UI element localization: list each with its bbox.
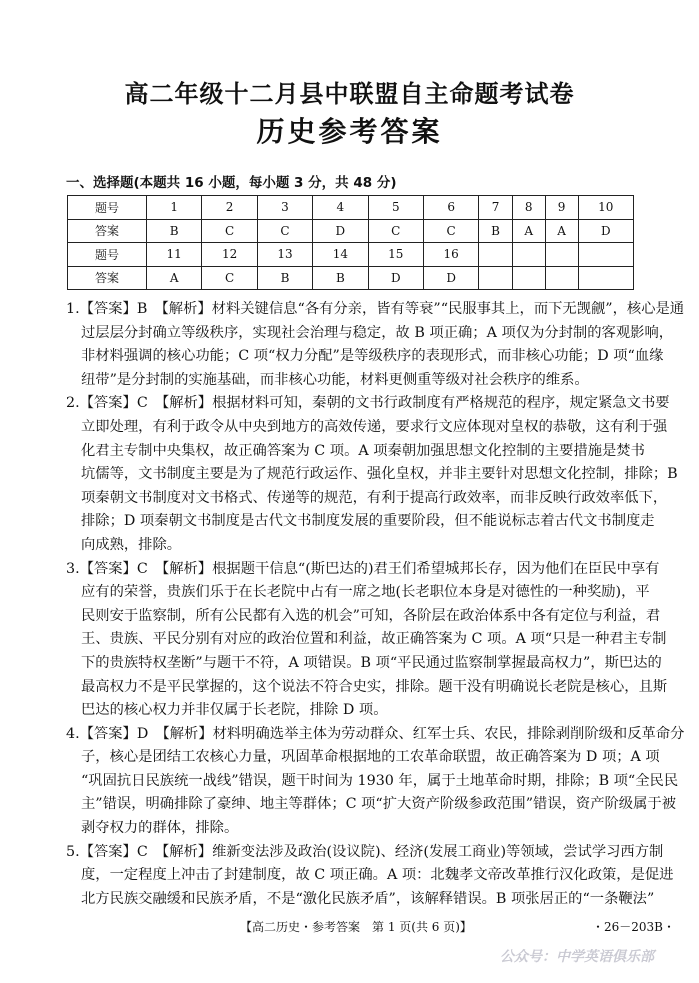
table-cell: 10 [578, 196, 633, 220]
text-line: 下的贵族特权垄断”与题干不符，A 项错误。B 项“平民通过监察制掌握最高权力”，斯巴达的 [81, 654, 662, 671]
text-line: 坑儒等，文书制度主要是为了规范行政运作、强化皇权，并非主要针对思想文化控制，排除；B [81, 466, 678, 483]
table-cell: 7 [479, 196, 512, 220]
text-line: 民则安于监察制，所有公民都有入选的机会”可知，各阶层在政治体系中各有定位与利益，君 [81, 607, 661, 624]
table-cell: 14 [313, 243, 368, 267]
text-line: 主”错误，明确排除了豪绅、地主等群体；C 项“扩大资产阶级参政范围”错误，资产阶级属于被 [81, 796, 676, 813]
row-header: 答案 [68, 219, 147, 243]
document-code: ・26－203B・ [592, 920, 675, 934]
text-line: 巴达的核心权力并非仅属于长老院，排除 D 项。 [81, 702, 388, 719]
table-cell: 2 [202, 196, 257, 220]
exam-title: 高二年级十二月县中联盟自主命题考试卷 [124, 80, 575, 108]
text-line: 1.【答案】B 【解析】材料关键信息“各有分亲，皆有等衰”“民服事其上，而下无觊觎”，核心是通 [66, 301, 685, 317]
table-cell: C [202, 219, 257, 243]
table-cell: 15 [368, 243, 423, 267]
text-line: 度，一定程度上冲击了封建制度，故 C 项正确。A 项：北魏孝文帝改革推行汉化政策，是促进 [81, 867, 674, 884]
table-cell [512, 243, 545, 267]
text-line: 立即处理，有利于政令从中央到地方的高效传递，要求行文应体现对皇权的恭敬，这有利于强 [81, 418, 668, 435]
text-line: “巩固抗日民族统一战线”错误，题干时间为 1930 年，属于土地革命时期，排除；B 项“全民民 [81, 772, 679, 789]
text-line: 最高权力不是平民掌握的，这个说法不符合史实，排除。题干没有明确说长老院是核心，且斯 [81, 678, 668, 695]
table-cell: B [147, 219, 202, 243]
table-cell: 12 [202, 243, 257, 267]
answer-table [67, 195, 634, 290]
table-cell: 1 [147, 196, 202, 220]
table-cell: 3 [257, 196, 312, 220]
row-header: 答案 [68, 266, 147, 290]
text-line: 2.【答案】C 【解析】根据材料可知，秦朝的文书行政制度有严格规范的程序，规定紧急文书要 [66, 395, 670, 412]
row-header: 题号 [68, 243, 147, 267]
section-heading: 一、选择题(本题共 16 小题，每小题 3 分，共 48 分) [66, 175, 397, 191]
text-line: 4.【答案】D 【解析】材料明确选举主体为劳动群众、红军士兵、农民，排除剥削阶级和反革命分 [66, 725, 685, 742]
text-line: 过层层分封确立等级秩序，实现社会治理与稳定，故 B 项正确；A 项仅为分封制的客观影响， [81, 324, 674, 341]
text-line: 5.【答案】C 【解析】维新变法涉及政治(设议院)、经济(发展工商业)等领域，尝试学习西方制 [66, 843, 664, 860]
watermark: 公众号：中学英语俱乐部 [500, 949, 654, 965]
table-cell [578, 266, 633, 290]
table-cell [545, 266, 578, 290]
answer-item [66, 392, 678, 557]
answer-item [66, 558, 668, 723]
table-row [68, 266, 634, 290]
table-cell: 8 [512, 196, 545, 220]
answer-explanations [66, 298, 685, 911]
text-line: 剥夺权力的群体，排除。 [81, 820, 239, 837]
text-line: 向成熟，排除。 [81, 536, 182, 553]
table-row [68, 219, 634, 243]
answer-item [66, 841, 674, 912]
row-header: 题号 [68, 196, 147, 220]
table-cell: A [147, 266, 202, 290]
text-line: 应有的荣誉，贵族们乐于在长老院中占有一席之地(长老职位本身是对德性的一种奖励)，平 [81, 584, 650, 601]
table-cell: 11 [147, 243, 202, 267]
table-row [68, 196, 634, 220]
text-line: 子，核心是团结工农核心力量，巩固革命根据地的工农革命联盟，故正确答案为 D 项；A 项 [81, 749, 660, 766]
table-cell: 9 [545, 196, 578, 220]
table-cell: D [368, 266, 423, 290]
table-cell: B [479, 219, 512, 243]
table-cell: 6 [423, 196, 478, 220]
text-line: 化君主专制中央集权，故正确答案为 C 项。A 项秦朝加强思想文化控制的主要措施是焚书 [81, 442, 645, 459]
table-cell: D [313, 219, 368, 243]
text-line: 非材料强调的核心功能；C 项“权力分配”是等级秩序的表现形式，而非核心功能；D 项“血缘 [81, 348, 664, 365]
table-cell: C [423, 219, 478, 243]
table-cell: D [423, 266, 478, 290]
table-cell [479, 266, 512, 290]
text-line: 排除；D 项秦朝文书制度是古代文书制度发展的重要阶段，但不能说标志着古代文书制度走 [81, 513, 655, 530]
table-cell: 4 [313, 196, 368, 220]
table-row [68, 243, 634, 267]
table-cell: 16 [423, 243, 478, 267]
text-line: 纽带”是分封制的实施基础，而非核心功能，材料更侧重等级对社会秩序的维系。 [81, 371, 589, 388]
table-cell: 5 [368, 196, 423, 220]
text-line: 王、贵族、平民分别有对应的政治位置和利益，故正确答案为 C 项。A 项“只是一种君主专制 [81, 631, 667, 648]
table-cell: A [512, 219, 545, 243]
table-cell: 13 [257, 243, 312, 267]
table-cell: B [257, 266, 312, 290]
table-cell [512, 266, 545, 290]
table-cell [545, 243, 578, 267]
table-cell: B [313, 266, 368, 290]
table-cell [479, 243, 512, 267]
document-subtitle: 历史参考答案 [256, 115, 443, 148]
text-line: 3.【答案】C 【解析】根据题干信息“(斯巴达的)君王们希望城邦长存，因为他们在臣民中享有 [66, 560, 660, 577]
text-line: 北方民族交融缓和民族矛盾，不是“激化民族矛盾”，该解释错误。B 项张居正的“一条鞭法” [81, 890, 655, 907]
answer-item [66, 298, 685, 392]
table-cell: A [545, 219, 578, 243]
answer-item [66, 723, 685, 841]
text-line: 项秦朝文书制度对文书格式、传递等的规范，有利于提高行政效率，而非反映行政效率低下， [81, 489, 668, 506]
table-cell: C [202, 266, 257, 290]
table-cell: D [578, 219, 633, 243]
table-cell: C [257, 219, 312, 243]
table-cell: C [368, 219, 423, 243]
page-footer: 【高二历史・参考答案 第 1 页(共 6 页)】 [240, 920, 472, 934]
table-cell [578, 243, 633, 267]
